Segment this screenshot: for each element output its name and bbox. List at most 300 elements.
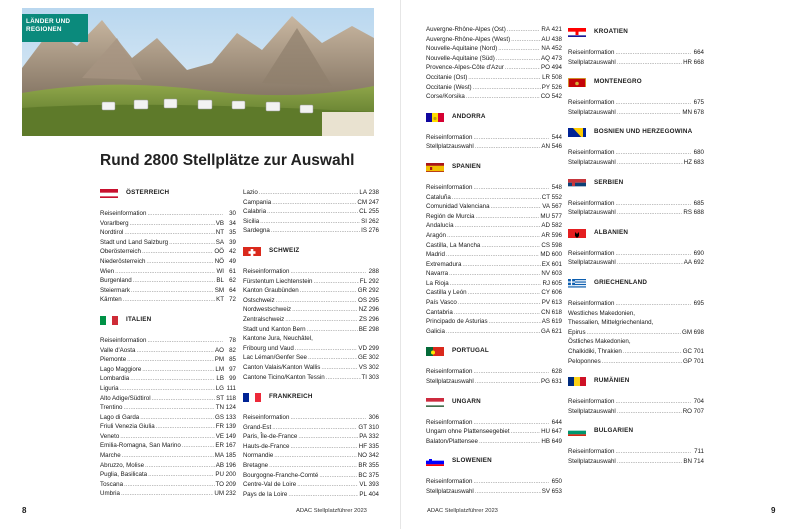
- page-ref: 292: [368, 287, 379, 295]
- index-entry[interactable]: [426, 25, 562, 35]
- page-ref: 438: [551, 35, 562, 43]
- index-entry[interactable]: [100, 209, 236, 219]
- entry-label: Stellplatzauswahl: [568, 259, 616, 267]
- index-entry[interactable]: [100, 257, 236, 267]
- index-entry[interactable]: [243, 451, 379, 461]
- entry-label: Cataluña: [426, 193, 451, 201]
- entry-label: Reiseinformation: [426, 478, 473, 486]
- index-entry[interactable]: [568, 58, 704, 68]
- index-entry[interactable]: [426, 202, 562, 212]
- leader-dots: [473, 477, 549, 487]
- section-italien: [100, 313, 236, 499]
- leader-dots: [615, 447, 691, 457]
- index-entry[interactable]: [243, 267, 379, 277]
- leader-dots: [127, 355, 214, 365]
- index-entry[interactable]: [243, 442, 379, 452]
- page-ref: 544: [551, 133, 562, 141]
- region-code: HU: [541, 428, 550, 436]
- flag-at-icon: [100, 187, 118, 198]
- page-ref: 355: [368, 462, 379, 470]
- leader-dots: [450, 279, 542, 289]
- leader-dots: [307, 325, 358, 335]
- index-entry[interactable]: [100, 461, 236, 471]
- index-entry[interactable]: [100, 432, 236, 442]
- index-entry[interactable]: [426, 308, 562, 318]
- index-entry[interactable]: [426, 212, 562, 222]
- region-code: NT: [215, 229, 224, 237]
- index-entry[interactable]: [100, 374, 236, 384]
- leader-dots: [466, 92, 540, 102]
- leader-dots: [276, 296, 357, 306]
- index-entry[interactable]: [100, 489, 236, 499]
- entry-label: Reiseinformation: [243, 267, 290, 275]
- flag-hr-icon: [568, 26, 586, 37]
- page-ref: 149: [225, 432, 236, 440]
- index-entry[interactable]: [426, 367, 562, 377]
- entry-label: Veneto: [100, 432, 120, 440]
- entry-label: Reiseinformation: [568, 398, 615, 406]
- index-entry[interactable]: [568, 199, 704, 209]
- index-entry[interactable]: [100, 247, 236, 257]
- index-entry[interactable]: [568, 407, 704, 417]
- leader-dots: [123, 295, 215, 305]
- leader-dots: [615, 98, 691, 108]
- index-entry[interactable]: [426, 193, 562, 203]
- page-ref: 628: [551, 368, 562, 376]
- index-entry[interactable]: [243, 490, 379, 500]
- region-code: NÖ: [214, 257, 224, 265]
- page-ref: 649: [551, 437, 562, 445]
- index-entry[interactable]: [243, 315, 379, 325]
- entry-label: Epirus: [568, 328, 586, 336]
- page-ref: 619: [551, 318, 562, 326]
- index-entry[interactable]: [568, 98, 704, 108]
- leader-dots: [617, 407, 682, 417]
- index-entry[interactable]: [568, 447, 704, 457]
- index-entry[interactable]: [100, 228, 236, 238]
- country-name: PORTUGAL: [452, 347, 489, 355]
- entry-label: Steiermark: [100, 286, 130, 294]
- index-entry[interactable]: [426, 231, 562, 241]
- index-entry[interactable]: [243, 461, 379, 471]
- leader-dots: [615, 299, 691, 309]
- index-entry[interactable]: [568, 299, 704, 309]
- index-column-4: [568, 25, 704, 466]
- index-entry[interactable]: [568, 148, 704, 158]
- page-ref: 97: [229, 365, 236, 373]
- index-entry[interactable]: [568, 108, 704, 118]
- entry-label: Stellplatzauswahl: [568, 108, 616, 116]
- index-entry[interactable]: [426, 377, 562, 387]
- entry-label: Aragón: [426, 231, 446, 239]
- page-ref: 701: [693, 357, 704, 365]
- leader-dots: [140, 413, 214, 423]
- region-code: KT: [216, 296, 224, 304]
- leader-dots: [473, 183, 549, 193]
- entry-label: Madrid: [426, 251, 445, 259]
- page-ref: 452: [551, 45, 562, 53]
- region-code: SA: [215, 238, 224, 246]
- index-entry-text: Kantone Jura, Neuchâtel,: [243, 335, 313, 343]
- index-entry[interactable]: [426, 288, 562, 298]
- index-entry[interactable]: [100, 422, 236, 432]
- section-header: [568, 374, 704, 387]
- index-entry[interactable]: [100, 394, 236, 404]
- index-column-1: [100, 186, 236, 499]
- page-ref: 526: [551, 83, 562, 91]
- section-header: [568, 226, 704, 239]
- section-frankreich: [243, 390, 379, 499]
- region-code: CO: [540, 93, 550, 101]
- index-entry[interactable]: [426, 269, 562, 279]
- leader-dots: [602, 357, 682, 367]
- index-entry[interactable]: [568, 397, 704, 407]
- leader-dots: [615, 199, 691, 209]
- leader-dots: [308, 353, 357, 363]
- leader-dots: [260, 217, 360, 227]
- index-entry[interactable]: [243, 432, 379, 442]
- page-ref: 111: [226, 384, 236, 392]
- region-code: HZ: [683, 158, 692, 166]
- index-entry[interactable]: [426, 44, 562, 54]
- region-code: LM: [215, 365, 224, 373]
- region-code: VL: [359, 481, 367, 489]
- leader-dots: [615, 48, 691, 58]
- leader-dots: [142, 247, 213, 257]
- section-header: [100, 313, 236, 326]
- section-spanien: [426, 160, 562, 345]
- index-entry[interactable]: [243, 471, 379, 481]
- region-code: WI: [216, 267, 224, 275]
- region-code: TO: [215, 480, 224, 488]
- region-code: HR: [683, 58, 692, 66]
- page-ref: 606: [551, 289, 562, 297]
- index-entry[interactable]: [100, 355, 236, 365]
- index-entry[interactable]: [100, 470, 236, 480]
- leader-dots: [449, 269, 540, 279]
- index-entry[interactable]: [426, 477, 562, 487]
- index-entry[interactable]: [426, 133, 562, 143]
- index-entry[interactable]: [243, 363, 379, 373]
- entry-label: Nordwestschweiz: [243, 306, 292, 314]
- flag-gr-icon: [568, 277, 586, 288]
- page-ref: 42: [229, 248, 236, 256]
- index-entry[interactable]: [100, 413, 236, 423]
- leader-dots: [133, 276, 216, 286]
- leader-dots: [615, 148, 691, 158]
- page-ref: 714: [693, 457, 704, 465]
- index-entry[interactable]: [426, 142, 562, 152]
- region-code: CM: [357, 198, 367, 206]
- region-code: OS: [358, 296, 367, 304]
- index-entry[interactable]: [100, 336, 236, 346]
- index-entry[interactable]: [243, 344, 379, 354]
- entry-label: Calabria: [243, 208, 267, 216]
- index-entry[interactable]: [100, 403, 236, 413]
- index-entry[interactable]: [568, 208, 704, 218]
- page-ref: 582: [551, 222, 562, 230]
- index-entry[interactable]: [100, 267, 236, 277]
- footer-left: ADAC Stellplatzführer 2023: [296, 508, 367, 514]
- leader-dots: [617, 58, 682, 68]
- page-ref: 664: [693, 49, 704, 56]
- leader-dots: [288, 490, 358, 500]
- index-entry[interactable]: [426, 250, 562, 260]
- section-bulgarien: [568, 424, 704, 466]
- region-code: TN: [215, 404, 224, 412]
- page-ref: 72: [229, 296, 236, 304]
- entry-label: Grand-Est: [243, 423, 272, 431]
- country-name: ITALIEN: [126, 315, 152, 323]
- region-code: MD: [540, 251, 550, 259]
- entry-label: Reiseinformation: [568, 299, 615, 307]
- entry-label: Castilla, La Mancha: [426, 241, 481, 249]
- region-code: PG: [541, 378, 550, 386]
- region-code: SV: [541, 488, 550, 495]
- section-header: [568, 276, 704, 289]
- leader-dots: [130, 219, 215, 229]
- page-ref: 692: [693, 259, 704, 267]
- page-ref: 601: [551, 260, 562, 268]
- index-entry[interactable]: [568, 328, 704, 338]
- region-code: BN: [683, 457, 692, 465]
- leader-dots: [454, 308, 540, 318]
- index-entry[interactable]: [568, 249, 704, 259]
- region-code: BE: [358, 325, 367, 333]
- leader-dots: [481, 241, 540, 251]
- region-code: MU: [540, 212, 550, 220]
- index-entry[interactable]: [243, 325, 379, 335]
- page-ref: 542: [551, 93, 562, 101]
- entry-label: Región de Murcia: [426, 212, 475, 220]
- index-entry[interactable]: [100, 346, 236, 356]
- page-ref: 196: [225, 461, 236, 469]
- index-entry[interactable]: [243, 296, 379, 306]
- entry-label: Reiseinformation: [243, 414, 290, 422]
- page-ref: 508: [551, 73, 562, 81]
- leader-dots: [473, 133, 549, 143]
- section-andorra: [426, 110, 562, 160]
- index-entry[interactable]: [426, 418, 562, 428]
- leader-dots: [120, 432, 214, 442]
- leader-dots: [152, 394, 216, 404]
- flag-si-icon: [426, 455, 444, 466]
- entry-label: Galicia: [426, 327, 445, 335]
- index-entry[interactable]: [568, 357, 704, 367]
- index-entry[interactable]: [426, 63, 562, 73]
- region-code: AQ: [541, 54, 550, 62]
- leader-dots: [131, 286, 214, 296]
- region-code: TI: [361, 373, 367, 381]
- page-ref: 238: [368, 189, 379, 196]
- page-ref: 375: [368, 471, 379, 479]
- entry-label: Nouvelle-Aquitaine (Nord): [426, 45, 498, 53]
- entry-label: Reiseinformation: [568, 249, 615, 257]
- page-ref: 185: [225, 452, 236, 460]
- index-entry[interactable]: [100, 276, 236, 286]
- region-code: AA: [683, 259, 692, 267]
- region-code: ER: [215, 442, 224, 450]
- index-entry[interactable]: [426, 54, 562, 64]
- index-entry[interactable]: [426, 437, 562, 447]
- entry-label: Burgenland: [100, 277, 132, 285]
- index-entry[interactable]: [243, 207, 379, 217]
- entry-label: Nordtirol: [100, 229, 124, 237]
- page-ref: 247: [368, 198, 379, 206]
- leader-dots: [124, 480, 214, 490]
- entry-label: La Rioja: [426, 279, 449, 287]
- section-header: [568, 176, 704, 189]
- leader-dots: [297, 480, 358, 490]
- entry-label: Centre-Val de Loire: [243, 481, 297, 489]
- index-entry[interactable]: [243, 413, 379, 423]
- page-ref: 598: [551, 241, 562, 249]
- entry-label: Reiseinformation: [568, 199, 615, 207]
- index-entry[interactable]: [243, 226, 379, 236]
- index-entry[interactable]: [426, 35, 562, 45]
- index-entry[interactable]: [426, 327, 562, 337]
- page-ref: 118: [226, 394, 236, 402]
- index-entry[interactable]: [100, 286, 236, 296]
- section-montenegro: [568, 75, 704, 125]
- index-entry[interactable]: [568, 158, 704, 168]
- leader-dots: [136, 346, 214, 356]
- page-ref: 78: [229, 336, 236, 344]
- index-entry[interactable]: [243, 353, 379, 363]
- country-name: GRIECHENLAND: [594, 278, 648, 286]
- flag-al-icon: [568, 227, 586, 238]
- index-entry[interactable]: [568, 258, 704, 268]
- entry-label: Auvergne-Rhône-Alpes (West): [426, 35, 511, 43]
- index-entry[interactable]: [568, 457, 704, 467]
- index-entry[interactable]: [100, 384, 236, 394]
- region-code: CT: [541, 193, 550, 201]
- entry-label: Chalkidiki, Thrakien: [568, 347, 622, 355]
- entry-label: Umbria: [100, 490, 120, 498]
- index-entry[interactable]: [426, 260, 562, 270]
- leader-dots: [507, 25, 541, 35]
- index-entry[interactable]: [568, 48, 704, 58]
- entry-label: Canton Valais/Kanton Wallis: [243, 363, 321, 371]
- flag-hu-icon: [426, 396, 444, 407]
- index-entry[interactable]: [243, 373, 379, 383]
- leader-dots: [452, 193, 541, 203]
- country-name: KROATIEN: [594, 28, 629, 35]
- index-entry[interactable]: [243, 286, 379, 296]
- region-code: LR: [542, 73, 550, 81]
- entry-label: Reiseinformation: [100, 336, 147, 344]
- page-ref: 34: [229, 219, 236, 227]
- region-code: GE: [358, 354, 367, 362]
- page-ref: 124: [225, 404, 236, 412]
- section-header: [426, 110, 562, 123]
- leader-dots: [615, 397, 691, 407]
- entry-label: Auvergne-Rhône-Alpes (Ost): [426, 26, 506, 33]
- page-ref: 39: [229, 238, 236, 246]
- entry-label: Stellplatzauswahl: [426, 488, 474, 495]
- page-ref: 49: [229, 257, 236, 265]
- page-ref: 613: [551, 299, 562, 307]
- leader-dots: [498, 44, 540, 54]
- index-entry[interactable]: [100, 365, 236, 375]
- flag-me-icon: [568, 76, 586, 87]
- country-name: ÖSTERREICH: [126, 189, 170, 196]
- flag-ro-icon: [568, 375, 586, 386]
- index-entry[interactable]: [243, 423, 379, 433]
- index-entry[interactable]: [243, 305, 379, 315]
- region-code: HB: [541, 437, 550, 445]
- leader-dots: [124, 228, 214, 238]
- index-entry[interactable]: [100, 480, 236, 490]
- index-entry[interactable]: [243, 217, 379, 227]
- leader-dots: [290, 413, 366, 423]
- entry-label: Reiseinformation: [100, 210, 147, 217]
- page-ref: 310: [368, 423, 379, 431]
- index-entry[interactable]: [426, 298, 562, 308]
- region-code: BC: [358, 471, 367, 479]
- country-name: UNGARN: [452, 397, 481, 405]
- index-entry[interactable]: [426, 427, 562, 437]
- page-ref: 650: [551, 478, 562, 486]
- page-ref: 421: [551, 26, 562, 33]
- index-entry[interactable]: [243, 480, 379, 490]
- region-code: GP: [683, 357, 692, 365]
- entry-label: Vorarlberg: [100, 219, 129, 227]
- region-code: RA: [541, 26, 550, 33]
- section-header: [568, 25, 704, 38]
- region-code: NV: [541, 270, 550, 278]
- index-entry[interactable]: [426, 92, 562, 102]
- index-entry[interactable]: [426, 83, 562, 93]
- entry-label: Kanton Graubünden: [243, 287, 299, 295]
- index-entry[interactable]: [426, 241, 562, 251]
- leader-dots: [142, 365, 214, 375]
- index-entry[interactable]: [243, 277, 379, 287]
- index-entry[interactable]: [243, 188, 379, 198]
- region-code: AN: [541, 143, 550, 151]
- section-header: [568, 125, 704, 138]
- index-entry[interactable]: [568, 347, 704, 357]
- page-ref: 688: [693, 209, 704, 217]
- entry-label: Lombardia: [100, 375, 130, 383]
- entry-label: Occitanie (Ost): [426, 73, 468, 81]
- entry-label: Abruzzo, Molise: [100, 461, 145, 469]
- section-header: [100, 186, 236, 199]
- index-entry[interactable]: [100, 295, 236, 305]
- index-entry[interactable]: [100, 219, 236, 229]
- index-entry[interactable]: [426, 73, 562, 83]
- index-entry[interactable]: [100, 451, 236, 461]
- index-entry[interactable]: [426, 317, 562, 327]
- region-code: NO: [357, 452, 367, 460]
- page-ref: 552: [551, 193, 562, 201]
- index-entry[interactable]: [100, 238, 236, 248]
- index-entry[interactable]: [243, 198, 379, 208]
- page-ref: 668: [693, 58, 704, 66]
- index-entry[interactable]: [426, 279, 562, 289]
- index-column-2: [243, 188, 379, 499]
- entry-label: Lago di Garda: [100, 413, 140, 421]
- index-entry[interactable]: [100, 441, 236, 451]
- index-entry[interactable]: [426, 221, 562, 231]
- entry-label: Reiseinformation: [426, 418, 473, 426]
- leader-dots: [148, 470, 214, 480]
- page-ref: 62: [229, 277, 236, 285]
- entry-label: Trentino: [100, 404, 123, 412]
- leader-dots: [285, 315, 358, 325]
- index-entry[interactable]: [426, 487, 562, 497]
- index-entry[interactable]: [426, 183, 562, 193]
